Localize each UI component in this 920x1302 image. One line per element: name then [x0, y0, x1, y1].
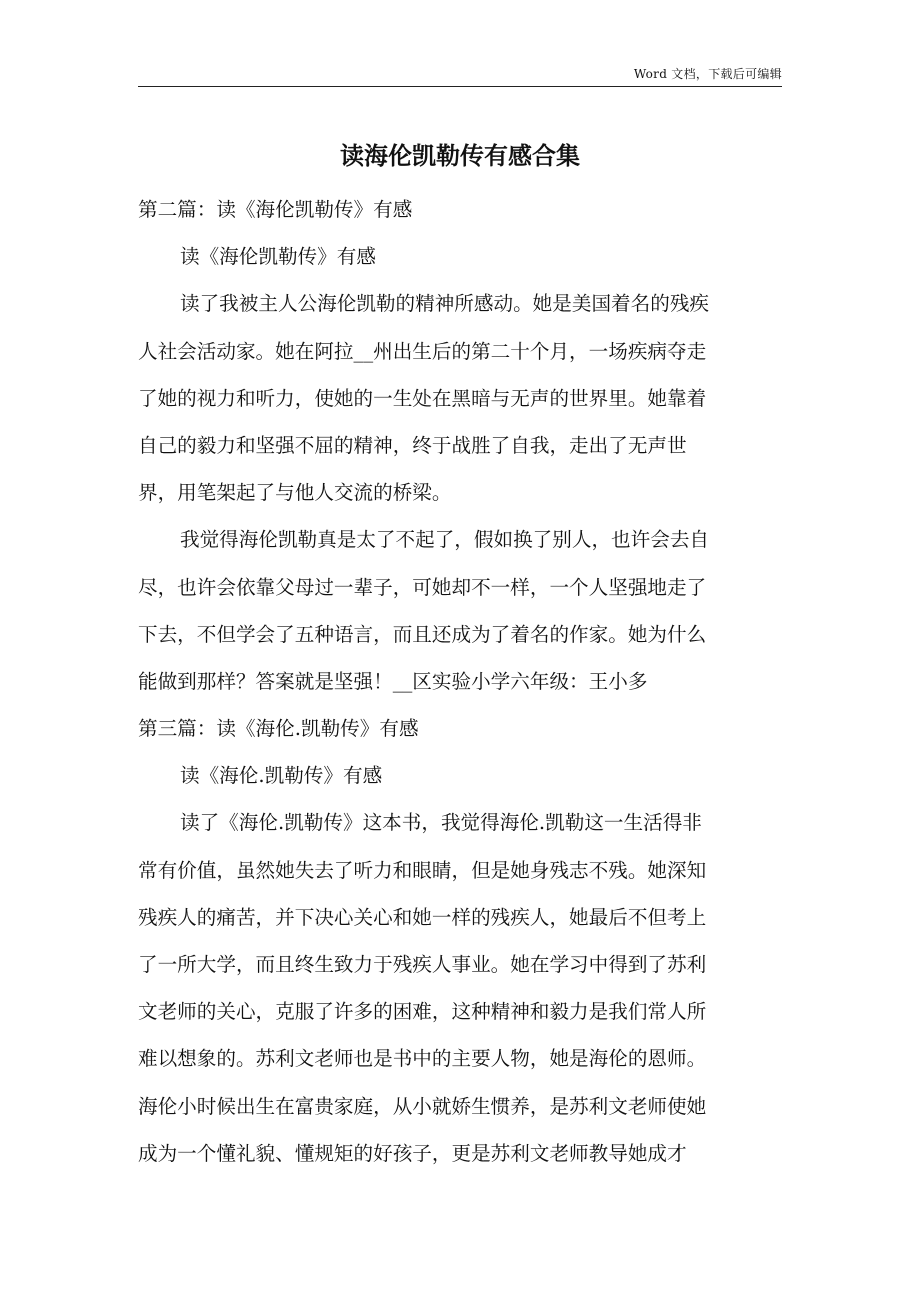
text-line: 读了我被主人公海伦凯勒的精神所感动。她是美国着名的残疾 [180, 292, 710, 316]
text-line: 人社会活动家。她在阿拉__州出生后的第二十个月，一场疾病夺走 [138, 339, 707, 363]
text-line: 海伦小时候出生在富贵家庭，从小就娇生惯养，是苏利文老师使她 [138, 1094, 707, 1118]
document-title: 读海伦凯勒传有感合集 [340, 142, 580, 170]
text-line: 残疾人的痛苦，并下决心关心和她一样的残疾人，她最后不但考上 [138, 905, 707, 929]
text-line: 读《海伦凯勒传》有感 [180, 245, 376, 269]
text-line: 读《海伦.凯勒传》有感 [180, 764, 383, 788]
document-body [138, 186, 774, 1177]
text-line: 了一所大学，而且终生致力于残疾人事业。她在学习中得到了苏利 [138, 953, 707, 976]
text-line: 成为一个懂礼貌、懂规矩的好孩子，更是苏利文老师教导她成才 [138, 1141, 687, 1165]
text-line: 文老师的关心，克服了许多的困难，这种精神和毅力是我们常人所 [138, 1000, 707, 1024]
text-line: 读了《海伦.凯勒传》这本书，我觉得海伦.凯勒这一生活得非 [180, 811, 702, 835]
text-line: 难以想象的。苏利文老师也是书中的主要人物，她是海伦的恩师。 [138, 1047, 707, 1071]
text-line: 下去，不但学会了五种语言，而且还成为了着名的作家。她为什么 [138, 622, 707, 646]
text-line: 常有价值，虽然她失去了听力和眼睛，但是她身残志不残。她深知 [138, 858, 707, 882]
header-note: Word 文档，下载后可编辑 [633, 67, 782, 81]
text-line: 第二篇：读《海伦凯勒传》有感 [138, 198, 413, 221]
text-line: 第三篇：读《海伦.凯勒传》有感 [138, 717, 419, 741]
text-line: 自己的毅力和坚强不屈的精神，终于战胜了自我，走出了无声世 [138, 433, 687, 457]
header-divider [138, 86, 782, 87]
text-line: 能做到那样？答案就是坚强！__区实验小学六年级：王小多 [138, 669, 648, 693]
text-line: 尽，也许会依靠父母过一辈子，可她却不一样，一个人坚强地走了 [138, 575, 707, 599]
text-line: 界，用笔架起了与他人交流的桥梁。 [138, 481, 452, 505]
text-line: 我觉得海伦凯勒真是太了不起了，假如换了别人，也许会去自 [180, 528, 710, 552]
text-line: 了她的视力和听力，使她的一生处在黑暗与无声的世界里。她靠着 [138, 386, 707, 410]
